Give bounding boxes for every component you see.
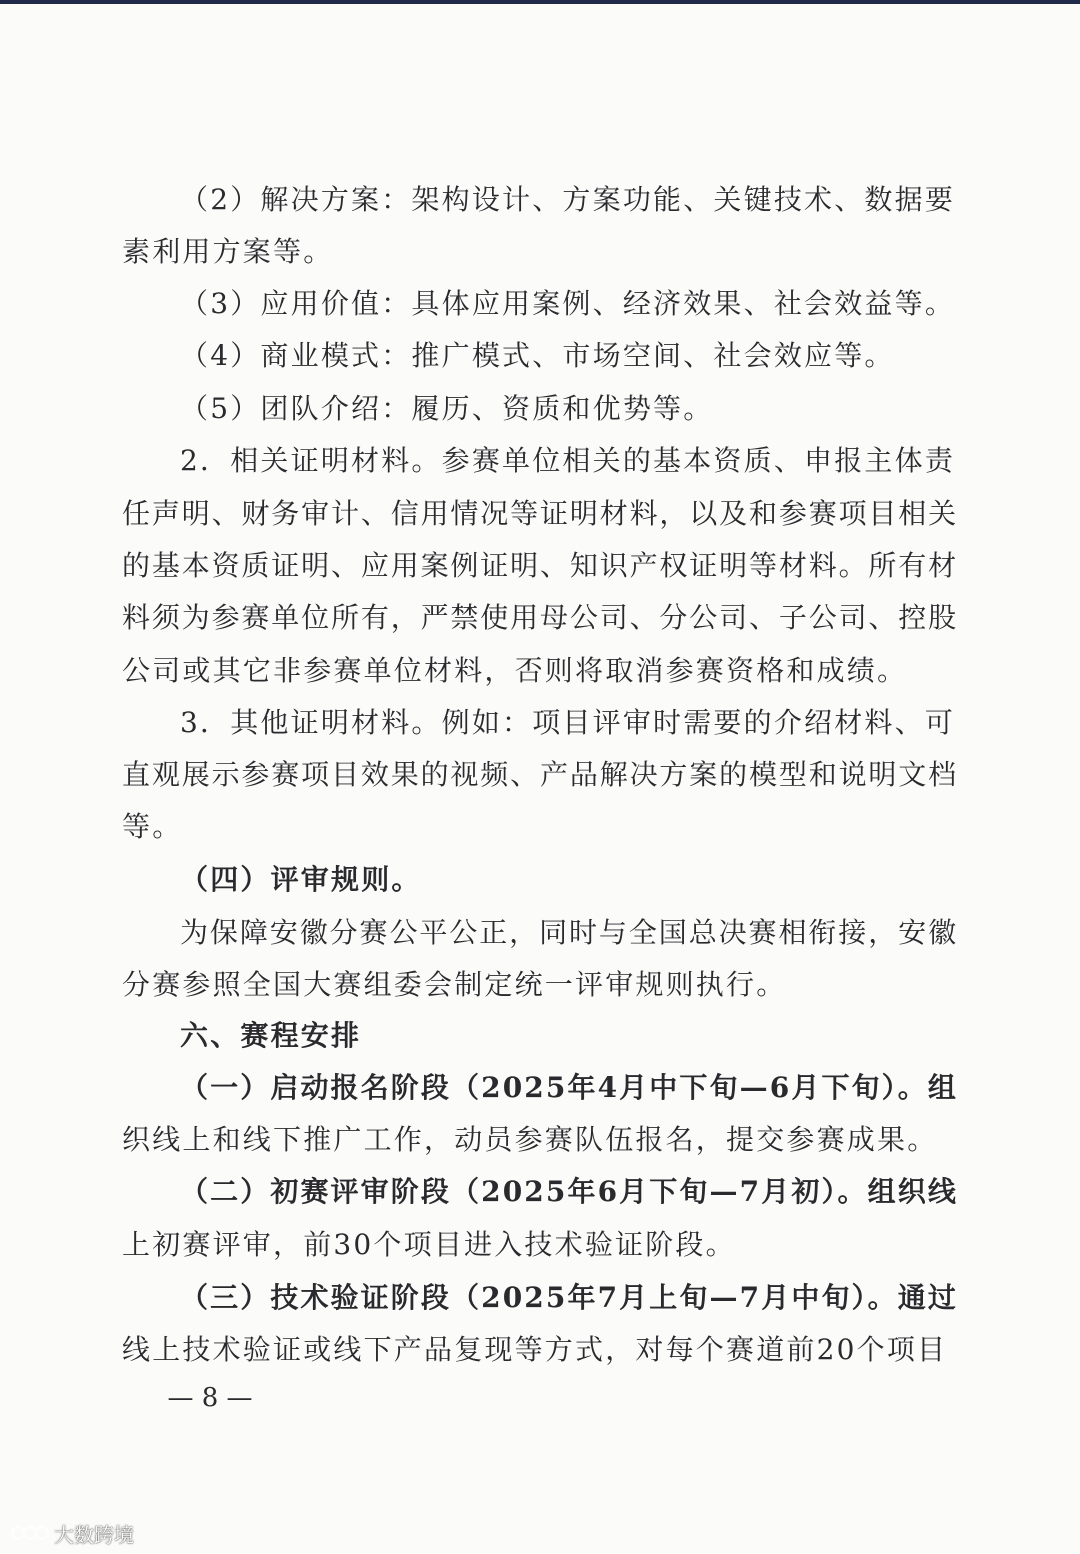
line-text: 任声明、财务审计、信用情况等证明材料，以及和参赛项目相关 [122, 497, 958, 530]
line-text: 公司或其它非参赛单位材料，否则将取消参赛资格和成绩。 [122, 654, 908, 687]
section-heading: （三）技术验证阶段（2025年7月上旬—7月中旬）。通过 [180, 1281, 958, 1314]
line-text: 直观展示参赛项目效果的视频、产品解决方案的模型和说明文档 [122, 758, 958, 791]
text-line [0, 959, 1080, 1011]
line-text: （5）团队介绍：履历、资质和优势等。 [180, 392, 714, 425]
text-line [0, 540, 1080, 592]
line-text: （4）商业模式：推广模式、市场空间、社会效应等。 [180, 339, 895, 372]
text-line [0, 801, 1080, 853]
text-line [0, 645, 1080, 697]
line-text: 上初赛评审，前30个项目进入技术验证阶段。 [122, 1228, 736, 1261]
line-text: 为保障安徽分赛公平公正，同时与全国总决赛相衔接，安徽 [180, 916, 958, 949]
text-line [0, 1166, 1080, 1218]
logo-icon [10, 1521, 50, 1545]
text-line [0, 592, 1080, 644]
section-heading: （一）启动报名阶段（2025年4月中下旬—6月下旬）。组 [180, 1071, 958, 1104]
line-text: 3．其他证明材料。例如：项目评审时需要的介绍材料、可 [180, 706, 956, 739]
line-text: 2．相关证明材料。参赛单位相关的基本资质、申报主体责 [180, 444, 956, 477]
line-text: 分赛参照全国大赛组委会制定统一评审规则执行。 [122, 968, 787, 1001]
watermark-text: 大数跨境 [54, 1522, 134, 1547]
section-heading: （二）初赛评审阶段（2025年6月下旬—7月初）。组织线 [180, 1175, 958, 1208]
text-line [0, 1114, 1080, 1166]
line-text: 料须为参赛单位所有，严禁使用母公司、分公司、子公司、控股 [122, 601, 958, 634]
text-line [0, 278, 1080, 330]
line-text: 的基本资质证明、应用案例证明、知识产权证明等材料。所有材 [122, 549, 958, 582]
text-line [0, 383, 1080, 435]
section-heading: （四）评审规则。 [180, 863, 422, 896]
text-line [0, 1010, 1080, 1062]
line-text: 等。 [122, 810, 183, 843]
text-line [0, 907, 1080, 959]
line-text: 素利用方案等。 [122, 235, 334, 268]
line-text: 线上技术验证或线下产品复现等方式，对每个赛道前20个项目 [122, 1333, 948, 1366]
line-text: （3）应用价值：具体应用案例、经济效果、社会效益等。 [180, 287, 956, 320]
text-line [0, 226, 1080, 278]
text-line [0, 174, 1080, 226]
text-line [0, 1219, 1080, 1271]
text-line [0, 854, 1080, 906]
text-line [0, 1272, 1080, 1324]
text-line [0, 1324, 1080, 1376]
scan-top-edge [0, 0, 1080, 4]
page-number: — 8 — [167, 1383, 253, 1413]
line-text: 织线上和线下推广工作，动员参赛队伍报名，提交参赛成果。 [122, 1123, 938, 1156]
text-line [0, 1062, 1080, 1114]
text-line [0, 488, 1080, 540]
text-line [0, 330, 1080, 382]
text-line [0, 697, 1080, 749]
line-text: （2）解决方案：架构设计、方案功能、关键技术、数据要 [180, 183, 956, 216]
text-line [0, 435, 1080, 487]
watermark [10, 1518, 134, 1548]
text-line [0, 749, 1080, 801]
chapter-heading: 六、赛程安排 [180, 1019, 362, 1052]
